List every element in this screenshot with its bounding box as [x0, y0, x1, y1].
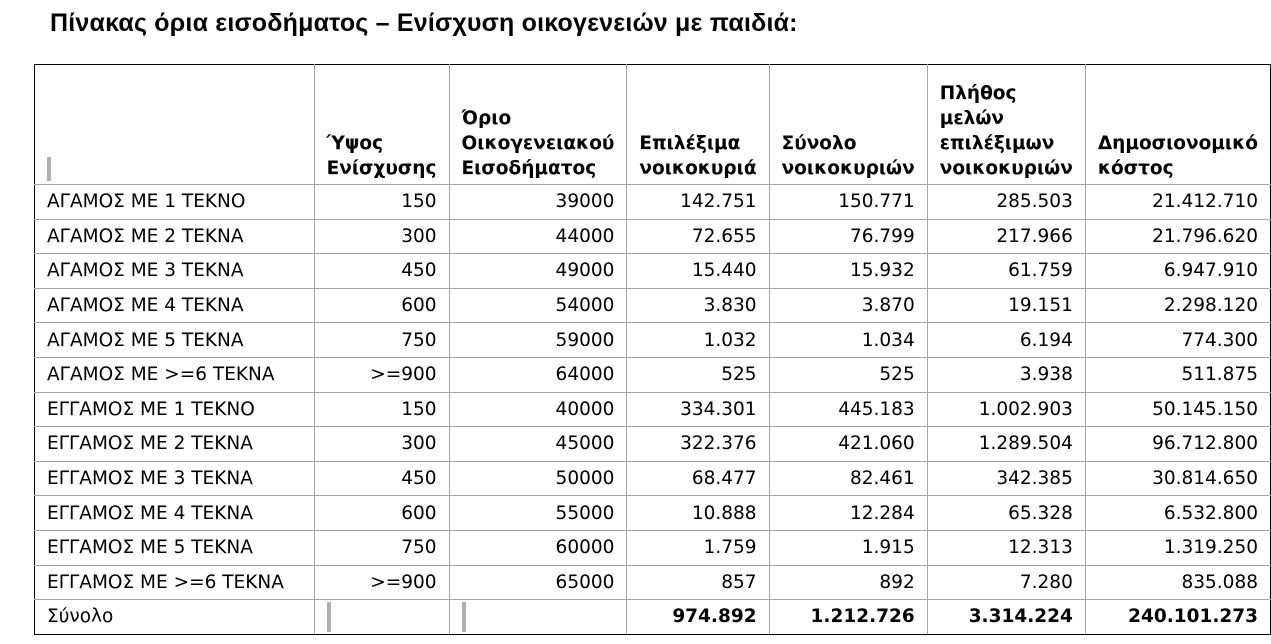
cell-eligible-households: 1.759	[627, 530, 769, 565]
cell-members-count: 342.385	[927, 461, 1085, 496]
cell-members-count: 7.280	[927, 565, 1085, 600]
cell-amount: 450	[314, 254, 449, 289]
cell-total-households: 1.915	[769, 530, 927, 565]
cell-fiscal-cost: 96.712.800	[1085, 427, 1270, 462]
cell-category: ΕΓΓΑΜΟΣ ΜΕ 2 ΤΕΚΝΑ	[35, 427, 315, 462]
cell-category: ΑΓΑΜΟΣ ΜΕ 2 ΤΕΚΝΑ	[35, 219, 315, 254]
cell-selection-marker	[462, 602, 466, 632]
table-row	[35, 288, 1271, 323]
cell-fiscal-cost: 21.796.620	[1085, 219, 1270, 254]
cell-members-count: 61.759	[927, 254, 1085, 289]
cell-income-limit: 65000	[449, 565, 627, 600]
cell-total-households: 12.284	[769, 496, 927, 531]
cell-category: ΕΓΓΑΜΟΣ ΜΕ 5 ΤΕΚΝΑ	[35, 530, 315, 565]
cell-amount: 450	[314, 461, 449, 496]
cell-category: ΕΓΓΑΜΟΣ ΜΕ 1 ΤΕΚΝΟ	[35, 392, 315, 427]
cell-income-limit: 50000	[449, 461, 627, 496]
income-limits-table	[34, 64, 1271, 635]
cell-income-limit: 45000	[449, 427, 627, 462]
table-row	[35, 461, 1271, 496]
cell-fiscal-cost: 30.814.650	[1085, 461, 1270, 496]
table-row	[35, 392, 1271, 427]
table-row	[35, 357, 1271, 392]
header-cell-category	[35, 65, 315, 185]
cell-total-households: 3.870	[769, 288, 927, 323]
cell-eligible-households: 857	[627, 565, 769, 600]
cell-total-households: 525	[769, 357, 927, 392]
cell-members-count: 285.503	[927, 185, 1085, 220]
cell-eligible-households: 68.477	[627, 461, 769, 496]
total-cell-income-limit	[449, 600, 627, 635]
cell-eligible-households: 10.888	[627, 496, 769, 531]
cell-eligible-households: 15.440	[627, 254, 769, 289]
cell-members-count: 19.151	[927, 288, 1085, 323]
header-cell-fiscal-cost: Δημοσιονομικό κόστος	[1085, 65, 1270, 185]
cell-eligible-households: 142.751	[627, 185, 769, 220]
cell-eligible-households: 72.655	[627, 219, 769, 254]
cell-members-count: 65.328	[927, 496, 1085, 531]
cell-category: ΕΓΓΑΜΟΣ ΜΕ 3 ΤΕΚΝΑ	[35, 461, 315, 496]
cell-total-households: 1.034	[769, 323, 927, 358]
cell-members-count: 1.289.504	[927, 427, 1085, 462]
total-cell-eligible-households: 974.892	[627, 600, 769, 635]
cell-total-households: 150.771	[769, 185, 927, 220]
header-cell-amount: Ύψος Ενίσχυσης	[314, 65, 449, 185]
cell-income-limit: 39000	[449, 185, 627, 220]
table-row	[35, 530, 1271, 565]
cell-selection-marker	[47, 157, 51, 181]
table-row	[35, 254, 1271, 289]
header-cell-income-limit: Όριο Οικογενειακού Εισοδήματος	[449, 65, 627, 185]
cell-total-households: 892	[769, 565, 927, 600]
cell-members-count: 217.966	[927, 219, 1085, 254]
cell-fiscal-cost: 1.319.250	[1085, 530, 1270, 565]
cell-amount: 600	[314, 288, 449, 323]
cell-amount: >=900	[314, 357, 449, 392]
table-row	[35, 565, 1271, 600]
cell-category: ΑΓΑΜΟΣ ΜΕ 5 ΤΕΚΝΑ	[35, 323, 315, 358]
total-label: Σύνολο	[35, 600, 315, 635]
header-cell-members-count: Πλήθος μελών επιλέξιμων νοικοκυριών	[927, 65, 1085, 185]
table-row	[35, 496, 1271, 531]
cell-members-count: 6.194	[927, 323, 1085, 358]
cell-total-households: 15.932	[769, 254, 927, 289]
cell-amount: 750	[314, 530, 449, 565]
cell-eligible-households: 1.032	[627, 323, 769, 358]
cell-members-count: 3.938	[927, 357, 1085, 392]
cell-eligible-households: 3.830	[627, 288, 769, 323]
cell-category: ΕΓΓΑΜΟΣ ΜΕ 4 ΤΕΚΝΑ	[35, 496, 315, 531]
cell-income-limit: 59000	[449, 323, 627, 358]
cell-income-limit: 40000	[449, 392, 627, 427]
cell-members-count: 12.313	[927, 530, 1085, 565]
cell-income-limit: 64000	[449, 357, 627, 392]
cell-amount: 150	[314, 185, 449, 220]
cell-eligible-households: 322.376	[627, 427, 769, 462]
total-cell-fiscal-cost: 240.101.273	[1085, 600, 1270, 635]
cell-amount: 750	[314, 323, 449, 358]
total-cell-total-households: 1.212.726	[769, 600, 927, 635]
cell-amount: >=900	[314, 565, 449, 600]
table-row	[35, 427, 1271, 462]
cell-category: ΑΓΑΜΟΣ ΜΕ >=6 ΤΕΚΝΑ	[35, 357, 315, 392]
total-row	[35, 600, 1271, 635]
cell-total-households: 445.183	[769, 392, 927, 427]
table-row	[35, 185, 1271, 220]
cell-fiscal-cost: 835.088	[1085, 565, 1270, 600]
header-cell-eligible-households: Επιλέξιμα νοικοκυριά	[627, 65, 769, 185]
cell-amount: 150	[314, 392, 449, 427]
cell-fiscal-cost: 50.145.150	[1085, 392, 1270, 427]
total-cell-members-count: 3.314.224	[927, 600, 1085, 635]
cell-income-limit: 49000	[449, 254, 627, 289]
page-title: Πίνακας όρια εισοδήματος – Ενίσχυση οικογενειών με παιδιά:	[50, 9, 798, 37]
cell-income-limit: 55000	[449, 496, 627, 531]
cell-income-limit: 60000	[449, 530, 627, 565]
cell-category: ΕΓΓΑΜΟΣ ΜΕ >=6 ΤΕΚΝΑ	[35, 565, 315, 600]
cell-fiscal-cost: 774.300	[1085, 323, 1270, 358]
cell-category: ΑΓΑΜΟΣ ΜΕ 4 ΤΕΚΝΑ	[35, 288, 315, 323]
cell-total-households: 421.060	[769, 427, 927, 462]
cell-category: ΑΓΑΜΟΣ ΜΕ 3 ΤΕΚΝΑ	[35, 254, 315, 289]
cell-fiscal-cost: 21.412.710	[1085, 185, 1270, 220]
cell-income-limit: 54000	[449, 288, 627, 323]
cell-category: ΑΓΑΜΟΣ ΜΕ 1 ΤΕΚΝΟ	[35, 185, 315, 220]
table-row	[35, 219, 1271, 254]
cell-income-limit: 44000	[449, 219, 627, 254]
cell-eligible-households: 525	[627, 357, 769, 392]
cell-fiscal-cost: 6.532.800	[1085, 496, 1270, 531]
cell-amount: 300	[314, 219, 449, 254]
cell-eligible-households: 334.301	[627, 392, 769, 427]
header-row	[35, 65, 1271, 185]
cell-members-count: 1.002.903	[927, 392, 1085, 427]
cell-total-households: 76.799	[769, 219, 927, 254]
header-cell-total-households: Σύνολο νοικοκυριών	[769, 65, 927, 185]
cell-amount: 300	[314, 427, 449, 462]
table-row	[35, 323, 1271, 358]
cell-total-households: 82.461	[769, 461, 927, 496]
cell-amount: 600	[314, 496, 449, 531]
cell-fiscal-cost: 2.298.120	[1085, 288, 1270, 323]
cell-selection-marker	[327, 602, 331, 632]
cell-fiscal-cost: 6.947.910	[1085, 254, 1270, 289]
total-cell-amount	[314, 600, 449, 635]
cell-fiscal-cost: 511.875	[1085, 357, 1270, 392]
